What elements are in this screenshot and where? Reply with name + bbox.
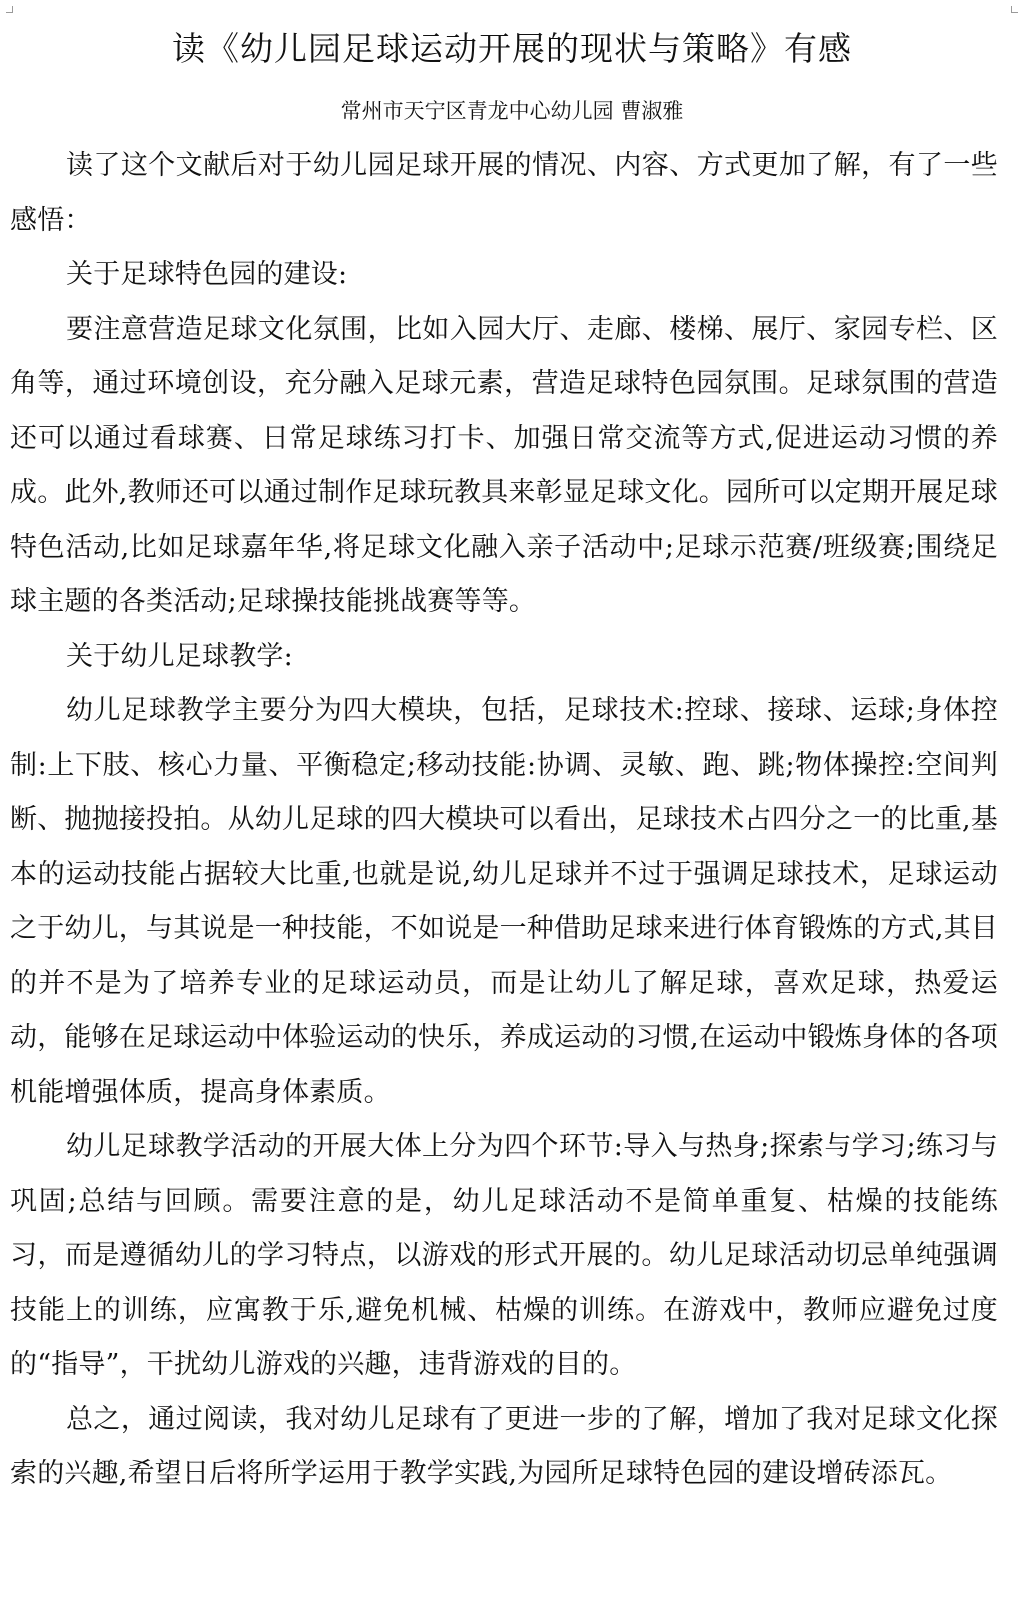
- paragraph-football-culture: 要注意营造足球文化氛围，比如入园大厅、走廊、楼梯、展厅、家园专栏、区角等，通过环境创设，充分融入足球元素，营造足球特色园氛围。足球氛围的营造还可以通过看球赛、日常足球练习打卡、加强日常交流等方式,促进运动习惯的养成。此外,教师还可以通过制作足球玩教具来彰显足球文化。园所可以定期开展足球特色活动,比如足球嘉年华,将足球文化融入亲子活动中;足球示范赛/班级赛;围绕足球主题的各类活动;足球操技能挑战赛等等。: [10, 313, 998, 617]
- paragraph-teaching-activities: 幼儿足球教学活动的开展大体上分为四个环节:导入与热身;探索与学习;练习与巩固;总结与回顾。需要注意的是，幼儿足球活动不是简单重复、枯燥的技能练习，而是遵循幼儿的学习特点，以游戏的形式开展的。幼儿足球活动切忌单纯强调技能上的训练，应寓教于乐,避免机械、枯燥的训练。在游戏中，教师应避免过度的“指导”，干扰幼儿游戏的兴趣，违背游戏的目的。: [10, 1131, 998, 1380]
- section-heading-kindergarten-building: 关于足球特色园的建设:: [66, 259, 348, 290]
- section-heading-football-teaching: 关于幼儿足球教学:: [66, 640, 293, 672]
- paragraph-intro: 读了这个文献后对于幼儿园足球开展的情况、内容、方式更加了解，有了一些感悟：: [10, 150, 998, 236]
- document-body: [10, 139, 998, 1502]
- paragraph-four-modules: 幼儿足球教学主要分为四大模块，包括，足球技术:控球、接球、运球;身体控制:上下肢、核心力量、平衡稳定;移动技能:协调、灵敏、跑、跳;物体操控:空间判断、抛抛接投拍。从幼儿足球的四大模块可以看出，足球技术占四分之一的比重,基本的运动技能占据较大比重,也就是说,幼儿足球并不过于强调足球技术，足球运动之于幼儿，与其说是一种技能，不如说是一种借助足球来进行体育锻炼的方式,其目的并不是为了培养专业的足球运动员，而是让幼儿了解足球，喜欢足球，热爱运动，能够在足球运动中体验运动的快乐，养成运动的习惯,在运动中锻炼身体的各项机能增强体质，提高身体素质。: [10, 695, 998, 1108]
- document-author: 常州市天宁区青龙中心幼儿园 曹淑雅: [340, 99, 684, 123]
- page-corner-mark-right: [1011, 6, 1018, 13]
- page-corner-mark-left: [6, 6, 13, 13]
- paragraph-conclusion: 总之，通过阅读，我对幼儿足球有了更进一步的了解，增加了我对足球文化探索的兴趣,希望日后将所学运用于教学实践,为园所足球特色园的建设增砖添瓦。: [10, 1403, 998, 1489]
- document-title: 读《幼儿园足球运动开展的现状与策略》有感: [172, 29, 852, 68]
